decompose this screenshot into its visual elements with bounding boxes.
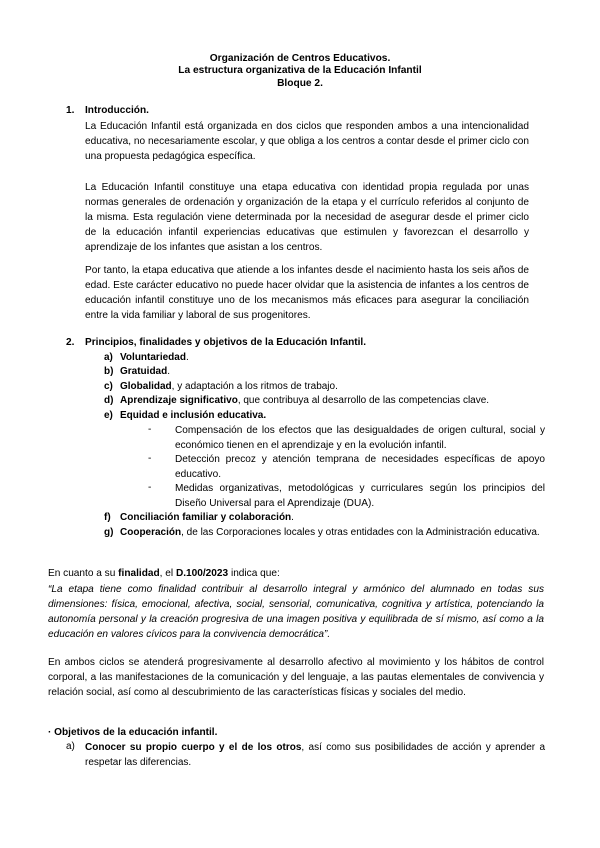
item-bold: Equidad e inclusión educativa.: [120, 410, 267, 421]
lead-text: En cuanto a su: [48, 568, 119, 579]
item-letter: g): [104, 527, 114, 538]
doc-title-line3: Bloque 2.: [277, 78, 323, 89]
item-letter: a): [66, 741, 75, 752]
lead-text: , el: [159, 568, 176, 579]
section2-heading: Principios, finalidades y objetivos de la Educación Infantil.: [85, 337, 367, 348]
subitem-dash: -: [148, 482, 152, 493]
item-rest: .: [291, 512, 294, 523]
doc-title-line2: La estructura organizativa de la Educación Infantil: [178, 65, 422, 76]
finalidad-paragraph: En ambos ciclos se atenderá progresivamente al desarrollo afectivo al movimiento y los hábitos de control corporal, a las manifestaciones de la comunicación y del lenguaje, a las pautas elementales de convivencia y relación social, así como al descubrimiento de las características físicas y sociales del medio.: [48, 657, 544, 698]
item-rest: , y adaptación a los ritmos de trabajo.: [171, 381, 338, 392]
section1-paragraph-1: La Educación Infantil está organizada en dos ciclos que responden ambos a una intencionalidad educativa, no necesariamente escolar, y que obliga a los centros a contar desde el primer ciclo con una propuesta pedagógica específica.: [85, 121, 529, 162]
item-letter: e): [104, 410, 113, 421]
item-bold: Gratuidad: [120, 366, 168, 377]
lead-bold-finalidad: finalidad: [118, 568, 160, 579]
item-bold: Globalidad: [120, 381, 172, 392]
item-rest: , así como sus posibilidades de acción y aprender a respetar las diferencias.: [85, 742, 546, 768]
item-letter: b): [104, 366, 114, 377]
subitem-1: Compensación de los efectos que las desigualdades de origen cultural, social y económico tienen en el aprendizaje y en la evolución infantil.: [175, 425, 545, 451]
item-rest: .: [167, 366, 171, 377]
item-rest: , que contribuya al desarrollo de las competencias clave.: [237, 395, 490, 406]
item-bold: Aprendizaje significativo: [120, 395, 238, 406]
item-rest: .: [185, 352, 189, 363]
item-bold: Conciliación familiar y colaboración: [120, 512, 292, 523]
finalidad-lead: [48, 568, 280, 579]
subitem-2: Detección precoz y atención temprana de necesidades específicas de apoyo educativo.: [175, 454, 545, 480]
section2-number: 2.: [66, 337, 75, 348]
lead-text: indica que:: [228, 568, 280, 579]
section1-heading: Introducción.: [85, 105, 149, 116]
item-letter: d): [104, 395, 114, 406]
objetivos-heading: · Objetivos de la educación infantil.: [48, 727, 218, 738]
subitem-dash: -: [148, 453, 152, 464]
item-letter: f): [104, 512, 111, 523]
subitem-dash: -: [148, 424, 152, 435]
item-bold: Conocer su propio cuerpo y el de los otros: [85, 742, 302, 753]
section1-paragraph-2: La Educación Infantil constituye una etapa educativa con identidad propia regulada por unas normas generales de ordenación y organización de la etapa y el currículo referidos al conjunto de la misma. Esta regulación viene determinada por la necesidad de asegurar desde el primer ciclo de la educación infantil experiencias educativas que estimulen y favorezcan el desarrollo y aprendizaje de los infantes que asistan a los centros.: [85, 182, 529, 253]
subitem-3: Medidas organizativas, metodológicas y curriculares según los principios del Diseño Universal para el Aprendizaje (DUA).: [175, 483, 545, 509]
item-rest: , de las Corporaciones locales y otras entidades con la Administración educativa.: [181, 527, 540, 538]
item-bold: Cooperación: [120, 527, 182, 538]
doc-title-line1: Organización de Centros Educativos.: [209, 53, 391, 64]
item-letter: a): [104, 352, 113, 363]
lead-bold-decree: D.100/2023: [175, 568, 229, 579]
item-bold: Voluntariedad: [120, 352, 186, 363]
item-letter: c): [104, 381, 113, 392]
section1-number: 1.: [66, 105, 75, 116]
finalidad-quote: “La etapa tiene como finalidad contribuir al desarrollo integral y armónico del alumnado en todas sus dimensiones: física, emocional, afectiva, social, sensorial, comunicativa, cognitiva y artística, potenciando la autonomía personal y la creación progresiva de una imagen positiva y equilibrada de sí mismo, así como a la educación en valores cívicos para la convivencia democrática”.: [48, 584, 544, 640]
section1-paragraph-3: Por tanto, la etapa educativa que atiende a los infantes desde el nacimiento hasta los seis años de edad. Este carácter educativo no puede hacer olvidar que la asistencia de infantes a los centros de educación infantil constituye uno de los mecanismos más eficaces para asegurar la conciliación entre la vida familiar y laboral de sus progenitores.: [85, 265, 529, 321]
